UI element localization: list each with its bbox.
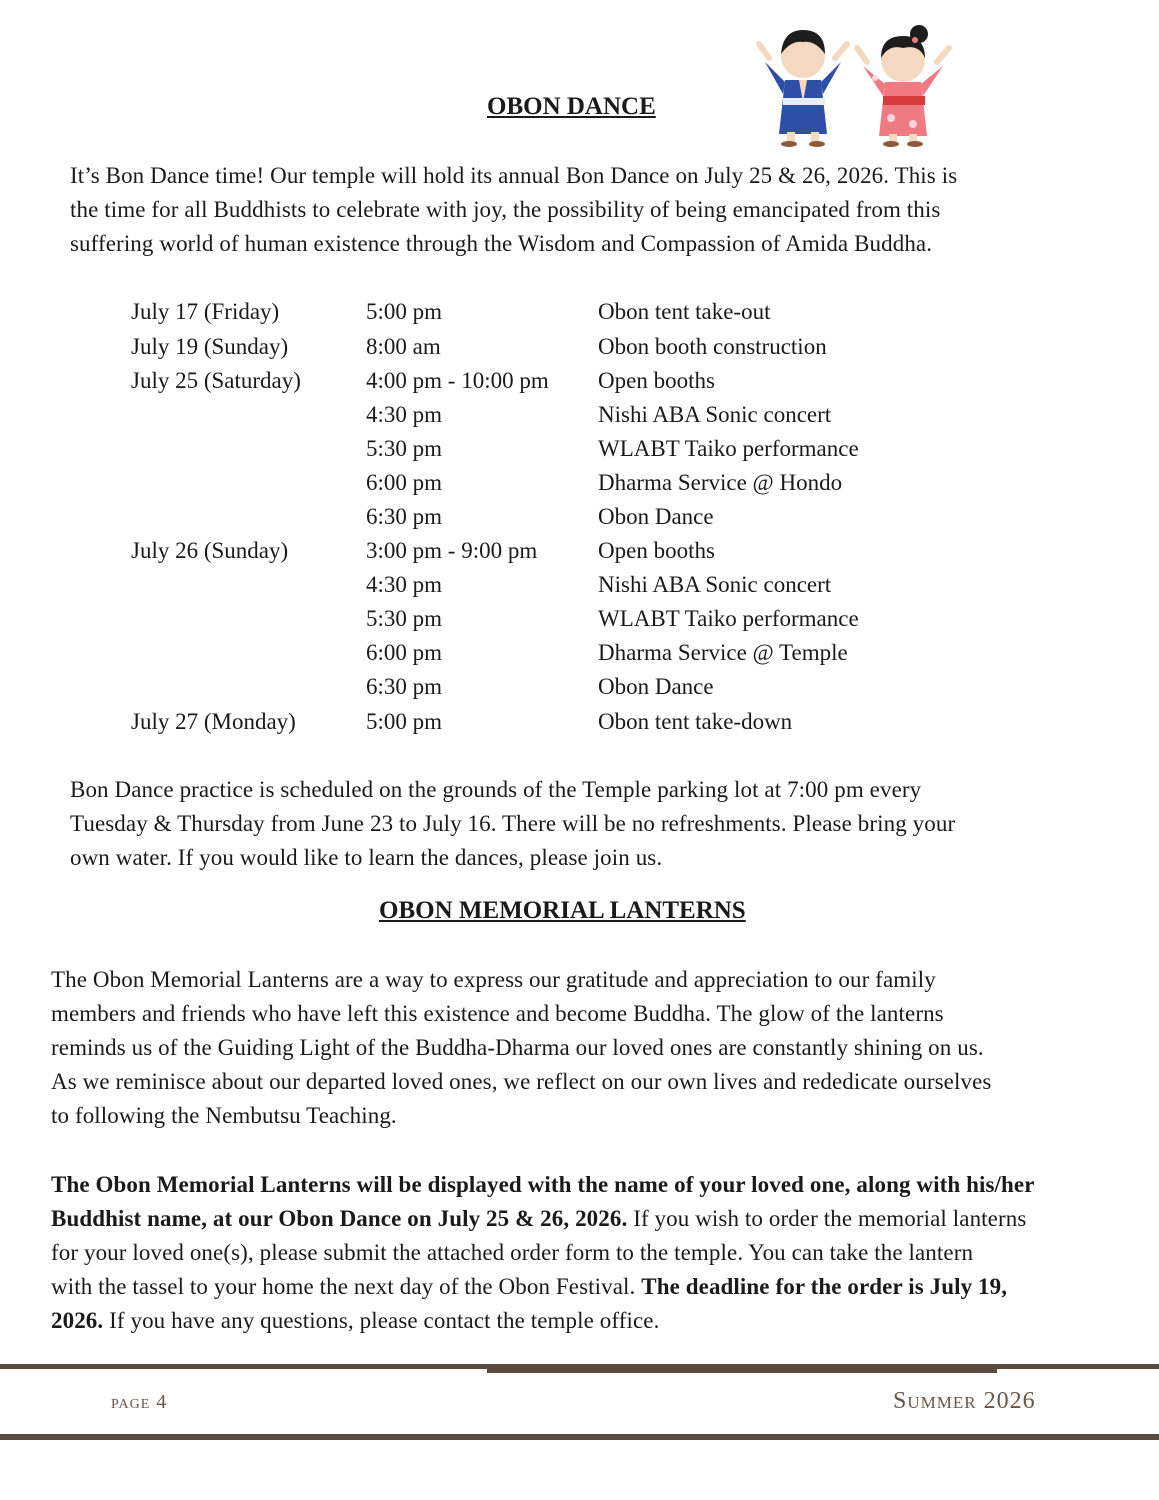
- schedule-time: 5:00 pm: [366, 299, 443, 324]
- schedule-event: Dharma Service @ Temple: [598, 640, 848, 665]
- lanterns-text: with the tassel to your home the next day of the Obon Festival.: [51, 1274, 642, 1299]
- footer-bottom-rule: [0, 1434, 1159, 1440]
- schedule-date: July 26 (Sunday): [131, 538, 289, 563]
- dancing-children-icon: [755, 22, 955, 157]
- schedule-date: July 19 (Sunday): [131, 334, 289, 359]
- schedule-event: Obon Dance: [598, 674, 714, 699]
- lanterns-line: members and friends who have left this existence and become Buddha. The glow of the lanterns: [51, 1001, 944, 1026]
- page-number: page 4: [111, 1391, 168, 1413]
- lanterns-bold-text: Buddhist name, at our Obon Dance on July 25 & 26, 2026.: [51, 1206, 628, 1231]
- schedule-event: Nishi ABA Sonic concert: [598, 572, 832, 597]
- bon-dance-intro: [70, 159, 957, 261]
- lanterns-text: for your loved one(s), please submit the attached order form to the temple. You can take the lantern: [51, 1240, 974, 1265]
- schedule-time: 5:00 pm: [366, 709, 443, 734]
- schedule-date: July 25 (Saturday): [131, 368, 301, 393]
- obon-dance-title: OBON DANCE: [487, 93, 656, 120]
- practice-line: Bon Dance practice is scheduled on the grounds of the Temple parking lot at 7:00 pm every: [70, 777, 922, 802]
- schedule-date: July 27 (Monday): [131, 709, 296, 734]
- schedule-time: 6:00 pm: [366, 640, 443, 665]
- schedule-event: WLABT Taiko performance: [598, 436, 859, 461]
- schedule-event: Nishi ABA Sonic concert: [598, 402, 832, 427]
- schedule-event: Obon tent take-out: [598, 299, 771, 324]
- schedule-event: WLABT Taiko performance: [598, 606, 859, 631]
- schedule-event: Obon tent take-down: [598, 709, 793, 734]
- girl-dancer-icon: [857, 25, 949, 147]
- lanterns-line: reminds us of the Guiding Light of the Buddha-Dharma our loved ones are constantly shining on us.: [51, 1035, 984, 1060]
- deadline-text: The deadline for the order is July 19,: [641, 1274, 1008, 1299]
- schedule-time: 8:00 am: [366, 334, 441, 359]
- schedule-event: Open booths: [598, 368, 715, 393]
- issue-season: Summer 2026: [893, 1388, 1036, 1414]
- lanterns-paragraph: [51, 963, 991, 1133]
- schedule-time: 5:30 pm: [366, 606, 443, 631]
- practice-line: own water. If you would like to learn the dances, please join us.: [70, 845, 663, 870]
- schedule-event: Dharma Service @ Hondo: [598, 470, 843, 495]
- schedule-time: 4:30 pm: [366, 402, 443, 427]
- lanterns-text: If you have any questions, please contact the temple office.: [103, 1308, 660, 1333]
- schedule-date: July 17 (Friday): [131, 299, 280, 324]
- lanterns-text: If you wish to order the memorial lanterns: [627, 1206, 1027, 1231]
- schedule-time: 6:30 pm: [366, 504, 443, 529]
- lanterns-title: OBON MEMORIAL LANTERNS: [379, 897, 746, 924]
- lanterns-line: The Obon Memorial Lanterns are a way to express our gratitude and appreciation to our family: [51, 967, 936, 992]
- deadline-text: 2026.: [51, 1308, 104, 1333]
- schedule-time: 6:00 pm: [366, 470, 443, 495]
- intro-line: the time for all Buddhists to celebrate with joy, the possibility of being emancipated from this: [70, 197, 941, 222]
- intro-line: It’s Bon Dance time! Our temple will hold its annual Bon Dance on July 25 & 26, 2026. This is: [70, 163, 958, 188]
- lanterns-order-paragraph: [51, 1168, 1035, 1338]
- practice-paragraph: [70, 773, 955, 875]
- schedule-time: 6:30 pm: [366, 674, 443, 699]
- schedule-event: Open booths: [598, 538, 715, 563]
- schedule-time: 3:00 pm - 9:00 pm: [366, 538, 538, 563]
- lanterns-line: to following the Nembutsu Teaching.: [51, 1103, 397, 1128]
- footer-accent-rule: [487, 1364, 997, 1373]
- schedule-time: 4:30 pm: [366, 572, 443, 597]
- practice-line: Tuesday & Thursday from June 23 to July 16. There will be no refreshments. Please bring your: [70, 811, 956, 836]
- boy-dancer-icon: [759, 30, 847, 147]
- schedule-time: 4:00 pm - 10:00 pm: [366, 368, 549, 393]
- schedule-event: Obon booth construction: [598, 334, 827, 359]
- lanterns-line: As we reminisce about our departed loved ones, we reflect on our own lives and rededicate ourselves: [51, 1069, 992, 1094]
- schedule-event: Obon Dance: [598, 504, 714, 529]
- lanterns-bold-text: The Obon Memorial Lanterns will be displayed with the name of your loved one, along with his/her: [51, 1172, 1035, 1197]
- schedule-time: 5:30 pm: [366, 436, 443, 461]
- intro-line: suffering world of human existence through the Wisdom and Compassion of Amida Buddha.: [70, 231, 933, 256]
